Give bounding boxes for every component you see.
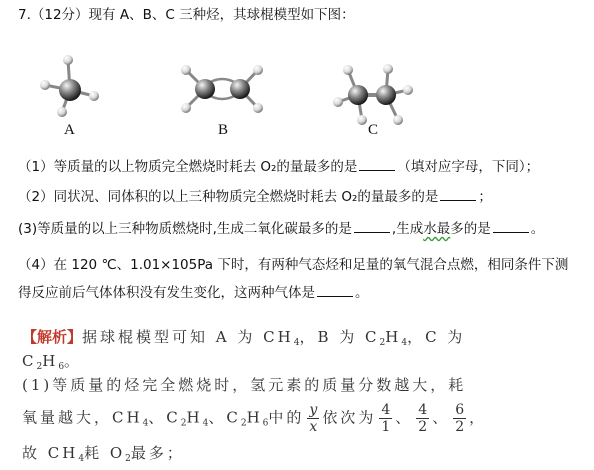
question-3: (3)等质量的以上三种物质燃烧时,生成二氧化碳最多的是 ,生成水最多的是 。 (18, 221, 545, 237)
analysis-line-1: 【解析】据球棍模型可知 A 为 $CH_4$，B 为 $C_2H_4$，C 为 (22, 328, 466, 348)
label-c: C (368, 122, 379, 138)
fraction-ratio-2: $\frac{4}{2}$ (418, 402, 428, 435)
molecule-c-ethane (333, 64, 413, 125)
label-a: A (64, 122, 75, 138)
fraction-ratio-3: $\frac{6}{2}$ (455, 402, 465, 435)
molecule-b-ethylene (181, 65, 263, 113)
analysis-line-2: $C_2H_6$。 (22, 352, 83, 372)
analysis-line-5: 故 $CH_4$耗 $O_2$最多； (22, 444, 185, 464)
analysis-line-3: (1)等质量的烃完全燃烧时，氢元素的质量分数越大，耗 (22, 376, 467, 394)
question-1: （1）等质量的以上物质完全燃烧时耗去 O₂的量最多的是 （填对应字母，下同）； (18, 159, 540, 175)
answer-blank-1[interactable] (359, 158, 395, 171)
answer-blank-3b[interactable] (493, 220, 529, 233)
fraction-y-over-x: $\frac{y}{x}$ (309, 402, 318, 435)
analysis-tag: 【解析】 (22, 328, 83, 346)
answer-blank-4[interactable] (317, 284, 353, 297)
molecule-models (0, 40, 594, 140)
answer-blank-3a[interactable] (354, 220, 390, 233)
analysis-line-4: 氧量越大，$CH_4$、$C_2H_4$、$C_2H_6$中的 $\frac{y}{x}$ 依次为 $\frac{4}{1}$ 、 $\frac{4}{2}$ 、 $\frac{6}{2}$ ， (22, 402, 488, 435)
fraction-ratio-1: $\frac{4}{1}$ (381, 402, 391, 435)
label-b: B (218, 122, 229, 138)
answer-blank-2[interactable] (440, 188, 476, 201)
question-header: 7.（12分）现有 A、B、C 三种烃，其球棍模型如下图： (18, 7, 355, 23)
molecule-models-svg (0, 40, 594, 140)
question-2: （2）同状况、同体积的以上三种物质完全燃烧时耗去 O₂的量最多的是 ； (18, 189, 492, 205)
molecule-a-methane (40, 55, 99, 117)
question-4-line-2: 得反应前后气体体积没有发生变化，这两种气体是 。 (18, 285, 369, 301)
question-4-line-1: （4）在 120 ℃、1.01×105Pa 下时，有两种气态烃和足量的氧气混合点燃，相同条件下测 (18, 257, 569, 273)
